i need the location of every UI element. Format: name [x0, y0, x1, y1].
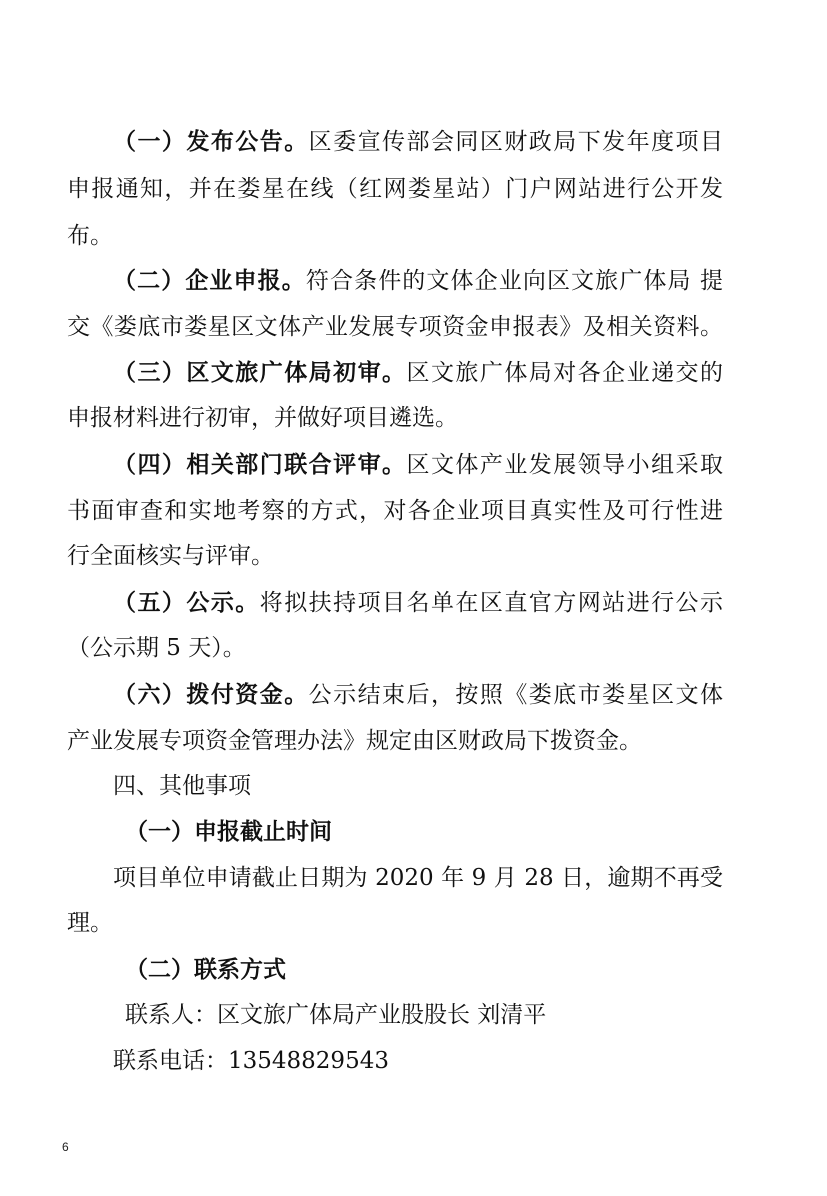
para-5-line-2: （公示期 5 天）。 — [67, 635, 246, 661]
contact-person: 联系人：区文旅广体局产业股股长 刘清平 — [125, 1002, 547, 1028]
section-4-sub-2-heading: （二）联系方式 — [125, 956, 286, 983]
para-4-line-2: 书面审查和实地考察的方式，对各企业项目真实性及可行性进 — [67, 498, 723, 524]
para-3-line-1: （三）区文旅广体局初审。区文旅广体局对各企业递交的 — [113, 359, 724, 386]
section-4-title: 四、其他事项 — [113, 773, 251, 799]
contact-phone: 联系电话：13548829543 — [113, 1048, 389, 1074]
deadline-line-2: 理。 — [67, 910, 113, 936]
para-2-heading: （二）企业申报。 — [113, 267, 306, 294]
section-4-sub-1-heading: （一）申报截止时间 — [125, 818, 332, 845]
para-5-heading: （五）公示。 — [113, 589, 260, 616]
page-number: 6 — [62, 1140, 69, 1154]
para-3-line-2: 申报材料进行初审，并做好项目遴选。 — [67, 405, 458, 431]
para-6-line-1: （六）拨付资金。公示结束后，按照《娄底市娄星区文体 — [113, 681, 724, 708]
para-4-line-3: 行全面核实与评审。 — [67, 543, 274, 569]
para-6-line-2: 产业发展专项资金管理办法》规定由区财政局下拨资金。 — [67, 728, 642, 754]
para-1-line-3: 布。 — [67, 223, 113, 249]
para-5-line-1: （五）公示。将拟扶持项目名单在区直官方网站进行公示 — [113, 589, 724, 616]
para-4-line-1: （四）相关部门联合评审。区文体产业发展领导小组采取 — [113, 451, 724, 478]
para-3-heading: （三）区文旅广体局初审。 — [113, 359, 407, 386]
para-2-line-1: （二）企业申报。符合条件的文体企业向区文旅广体局 提 — [113, 267, 724, 294]
para-6-heading: （六）拨付资金。 — [113, 681, 309, 708]
para-2-line-2: 交《娄底市娄星区文体产业发展专项资金申报表》及相关资料。 — [67, 314, 723, 340]
para-1-line-1: （一）发布公告。区委宣传部会同区财政局下发年度项目 — [113, 128, 724, 155]
para-4-heading: （四）相关部门联合评审。 — [113, 451, 407, 478]
deadline-line-1: 项目单位申请截止日期为 2020 年 9 月 28 日，逾期不再受 — [113, 865, 723, 891]
para-1-heading: （一）发布公告。 — [113, 128, 309, 155]
para-1-line-2: 申报通知，并在娄星在线（红网娄星站）门户网站进行公开发 — [67, 176, 723, 202]
